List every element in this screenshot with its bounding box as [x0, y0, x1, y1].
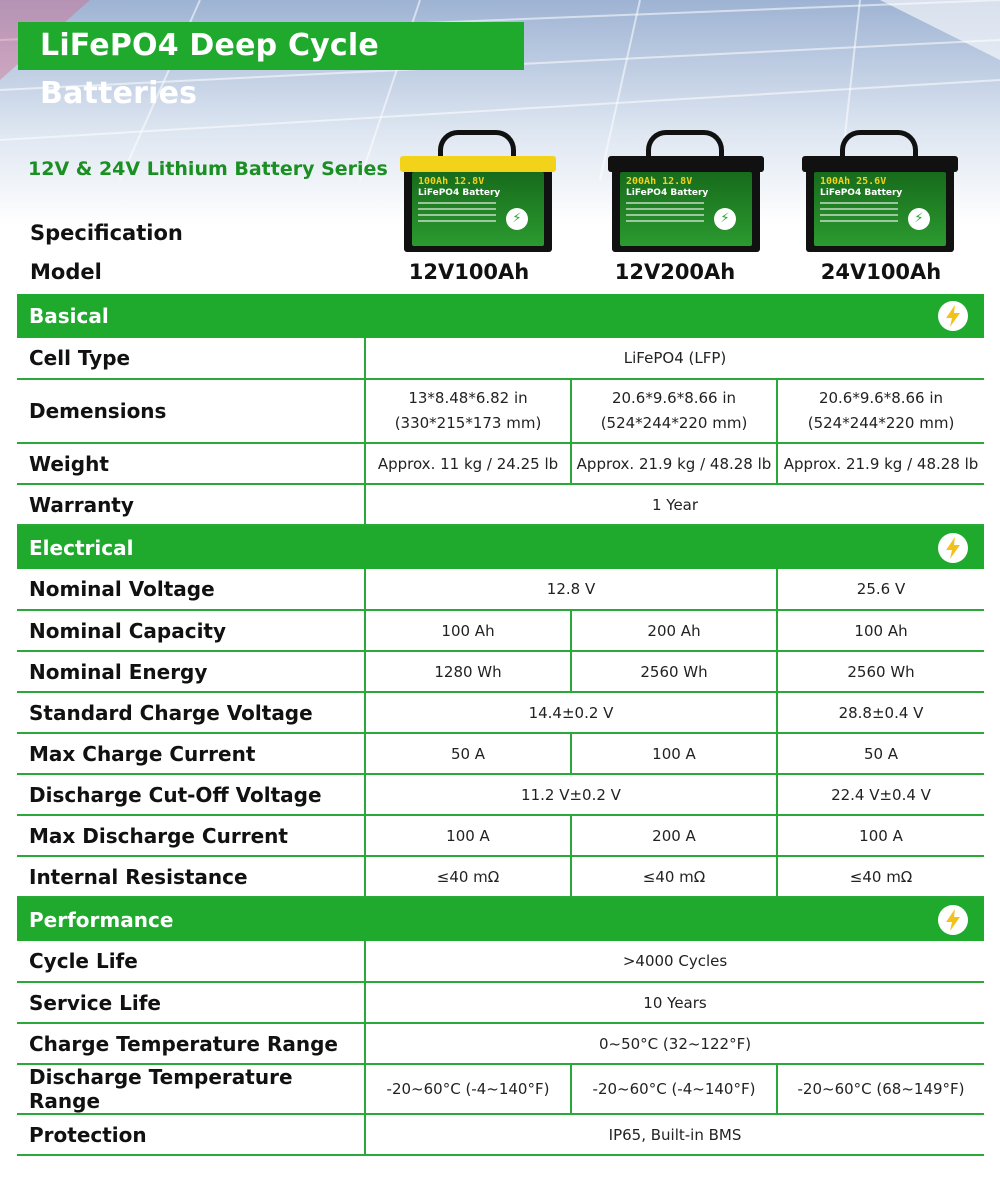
model-name-24v100ah: 24V100Ah: [820, 260, 942, 284]
row-value: 25.6 V: [777, 569, 984, 610]
dimension-mm: (330*215*173 mm): [394, 414, 542, 432]
section-label: Electrical: [29, 535, 134, 560]
table-row-nominal-capacity: [17, 610, 984, 651]
row-label: Nominal Energy: [17, 651, 365, 692]
row-label: Warranty: [17, 484, 365, 525]
table-row-protection: [17, 1114, 984, 1155]
row-label: Nominal Voltage: [17, 569, 365, 610]
row-label: Service Life: [17, 982, 365, 1023]
row-value: 0~50°C (32~122°F): [365, 1023, 984, 1064]
row-value: 1 Year: [365, 484, 984, 525]
table-row-charge-temp: [17, 1023, 984, 1064]
battery-capacity-text: 200Ah 12.8V: [626, 176, 693, 187]
bolt-icon: ⚡: [908, 208, 930, 230]
battery-spec-lines: [418, 202, 496, 226]
row-value: 12.8 V: [365, 569, 777, 610]
row-value: [365, 379, 571, 443]
row-value: 50 A: [777, 733, 984, 774]
battery-lid: [400, 156, 556, 172]
battery-capacity-text: 100Ah 12.8V: [418, 176, 485, 187]
dimension-in: 20.6*9.6*8.66 in: [818, 389, 944, 407]
row-value: Approx. 21.9 kg / 48.28 lb: [777, 443, 984, 484]
table-row-discharge-temp: [17, 1064, 984, 1114]
battery-lid: [802, 156, 958, 172]
row-value: >4000 Cycles: [365, 941, 984, 982]
dimension-mm: (524*244*220 mm): [600, 414, 748, 432]
battery-name-text: LiFePO4 Battery: [626, 188, 709, 198]
row-label: Standard Charge Voltage: [17, 692, 365, 733]
row-label: Weight: [17, 443, 365, 484]
battery-image-24v100ah: [806, 130, 954, 252]
battery-name-text: LiFePO4 Battery: [820, 188, 903, 198]
row-label: Protection: [17, 1114, 365, 1155]
row-value: LiFePO4 (LFP): [365, 338, 984, 379]
table-row-cutoff-voltage: [17, 774, 984, 815]
row-label: Discharge Cut-Off Voltage: [17, 774, 365, 815]
table-row-nominal-energy: [17, 651, 984, 692]
battery-lid: [608, 156, 764, 172]
dimension-in: 20.6*9.6*8.66 in: [611, 389, 737, 407]
section-title: [17, 294, 984, 338]
table-row-weight: [17, 443, 984, 484]
section-header-basical: [17, 294, 984, 338]
battery-spec-lines: [820, 202, 898, 226]
battery-image-12v200ah: [612, 130, 760, 252]
row-value: [777, 379, 984, 443]
row-label: Nominal Capacity: [17, 610, 365, 651]
battery-capacity-text: 100Ah 25.6V: [820, 176, 887, 187]
row-value: 50 A: [365, 733, 571, 774]
bolt-icon: ⚡: [714, 208, 736, 230]
row-value: ≤40 mΩ: [777, 856, 984, 897]
section-label: Basical: [29, 304, 109, 328]
row-value: 100 Ah: [365, 610, 571, 651]
table-row-nominal-voltage: [17, 569, 984, 610]
row-label: Demensions: [17, 379, 365, 443]
lightning-bolt-icon: [938, 905, 968, 935]
row-value: -20~60°C (-4~140°F): [365, 1064, 571, 1114]
series-subtitle: 12V & 24V Lithium Battery Series: [28, 158, 388, 180]
section-title: [17, 525, 984, 569]
specification-table: [17, 294, 984, 1156]
row-label: Internal Resistance: [17, 856, 365, 897]
row-label: Cell Type: [17, 338, 365, 379]
model-label: Model: [30, 260, 102, 284]
model-name-12v100ah: 12V100Ah: [408, 260, 530, 284]
row-value: Approx. 21.9 kg / 48.28 lb: [571, 443, 777, 484]
row-value: 1280 Wh: [365, 651, 571, 692]
row-value: 2560 Wh: [777, 651, 984, 692]
row-label: Max Discharge Current: [17, 815, 365, 856]
row-value: 200 Ah: [571, 610, 777, 651]
battery-image-12v100ah: [404, 130, 552, 252]
model-name-12v200ah: 12V200Ah: [614, 260, 736, 284]
table-row-service-life: [17, 982, 984, 1023]
table-row-cell-type: [17, 338, 984, 379]
row-value: 14.4±0.2 V: [365, 692, 777, 733]
hero-banner: [0, 0, 1000, 300]
battery-spec-lines: [626, 202, 704, 226]
lightning-bolt-icon: [938, 301, 968, 331]
table-row-cycle-life: [17, 941, 984, 982]
row-value: -20~60°C (-4~140°F): [571, 1064, 777, 1114]
row-value: [571, 379, 777, 443]
section-header-performance: [17, 897, 984, 941]
row-value: 100 Ah: [777, 610, 984, 651]
table-row-max-discharge-current: [17, 815, 984, 856]
row-label: Discharge Temperature Range: [17, 1064, 365, 1114]
table-row-max-charge-current: [17, 733, 984, 774]
row-value: 100 A: [365, 815, 571, 856]
row-label: Cycle Life: [17, 941, 365, 982]
specification-label: Specification: [30, 221, 183, 245]
page-title: LiFePO4 Deep Cycle Batteries: [18, 22, 524, 70]
dimension-mm: (524*244*220 mm): [807, 414, 955, 432]
dimension-in: 13*8.48*6.82 in: [408, 389, 528, 407]
row-value: 200 A: [571, 815, 777, 856]
row-value: -20~60°C (68~149°F): [777, 1064, 984, 1114]
row-value: 22.4 V±0.4 V: [777, 774, 984, 815]
bolt-icon: ⚡: [506, 208, 528, 230]
row-label: Max Charge Current: [17, 733, 365, 774]
battery-name-text: LiFePO4 Battery: [418, 188, 501, 198]
section-label: Performance: [29, 907, 174, 932]
row-label: Charge Temperature Range: [17, 1023, 365, 1064]
lightning-bolt-icon: [938, 533, 968, 563]
row-value: 100 A: [777, 815, 984, 856]
row-value: 100 A: [571, 733, 777, 774]
row-value: ≤40 mΩ: [571, 856, 777, 897]
row-value: Approx. 11 kg / 24.25 lb: [365, 443, 571, 484]
row-value: 10 Years: [365, 982, 984, 1023]
row-value: 11.2 V±0.2 V: [365, 774, 777, 815]
section-title: [17, 897, 984, 941]
table-row-warranty: [17, 484, 984, 525]
table-row-charge-voltage: [17, 692, 984, 733]
section-header-electrical: [17, 525, 984, 569]
table-row-internal-resistance: [17, 856, 984, 897]
table-row-dimensions: [17, 379, 984, 443]
row-value: 28.8±0.4 V: [777, 692, 984, 733]
row-value: 2560 Wh: [571, 651, 777, 692]
row-value: IP65, Built-in BMS: [365, 1114, 984, 1155]
row-value: ≤40 mΩ: [365, 856, 571, 897]
